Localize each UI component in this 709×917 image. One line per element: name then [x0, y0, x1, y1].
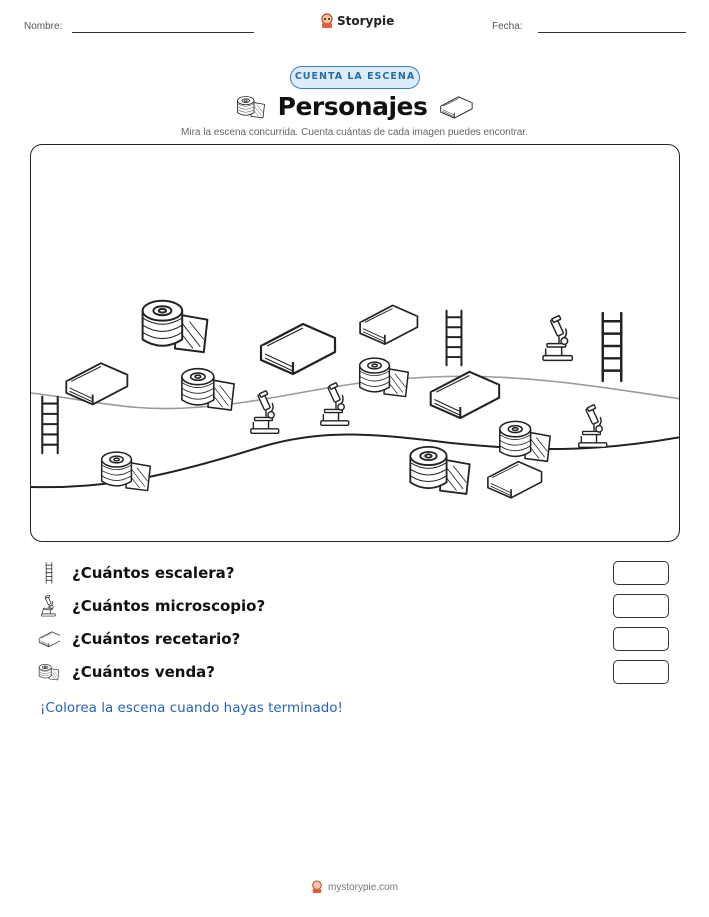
instructions: Mira la escena concurrida. Cuenta cuántas de cada imagen puedes encontrar. — [181, 127, 528, 138]
answer-box[interactable] — [613, 594, 669, 618]
date-label: Fecha: — [492, 21, 523, 32]
book-icon — [261, 324, 335, 374]
coloring-note: ¡Colorea la escena cuando hayas terminado! — [40, 700, 343, 716]
bandage-icon — [410, 447, 469, 494]
bandage-icon — [182, 369, 234, 410]
answer-box[interactable] — [613, 660, 669, 684]
answer-box[interactable] — [613, 627, 669, 651]
microscope-icon — [38, 595, 60, 617]
scene-drawing — [31, 145, 680, 542]
microscope-icon — [579, 405, 607, 448]
brand-name: Storypie — [337, 14, 395, 28]
book-icon — [431, 372, 499, 418]
book-icon — [360, 305, 417, 344]
microscope-icon — [543, 315, 572, 360]
ladder-icon — [38, 562, 60, 584]
counting-scene[interactable] — [30, 144, 680, 542]
question-row — [38, 560, 672, 586]
footer-site[interactable]: mystorypie.com — [327, 881, 398, 893]
bandage-icon — [38, 661, 60, 683]
ladder-icon — [42, 397, 57, 454]
name-field[interactable] — [72, 32, 254, 33]
question-text: ¿Cuántos venda? — [72, 663, 216, 681]
ladder-icon — [447, 311, 462, 366]
question-text: ¿Cuántos recetario? — [72, 630, 241, 648]
bandage-icon — [102, 452, 151, 490]
question-row — [38, 593, 672, 619]
question-row — [38, 626, 672, 652]
bandage-icon — [500, 421, 550, 461]
question-row — [38, 659, 672, 685]
brand-logo — [320, 13, 394, 29]
book-icon — [38, 628, 60, 650]
bandage-icon — [360, 358, 409, 396]
bandage-icon — [143, 301, 208, 352]
book-icon — [66, 363, 127, 404]
book-icon — [488, 462, 542, 498]
date-field[interactable] — [538, 32, 686, 33]
ladder-icon — [603, 313, 622, 381]
book-icon — [439, 94, 473, 120]
storypie-mascot-icon — [320, 13, 334, 29]
question-text: ¿Cuántos escalera? — [72, 564, 235, 582]
question-text: ¿Cuántos microscopio? — [72, 597, 266, 615]
footer — [0, 880, 709, 894]
storypie-mascot-icon — [311, 880, 323, 894]
answer-box[interactable] — [613, 561, 669, 585]
category-badge: CUENTA LA ESCENA — [290, 66, 420, 89]
bandage-icon — [236, 94, 266, 120]
page-title: Personajes — [277, 92, 428, 121]
title-row — [0, 92, 709, 121]
name-label: Nombre: — [24, 21, 63, 32]
